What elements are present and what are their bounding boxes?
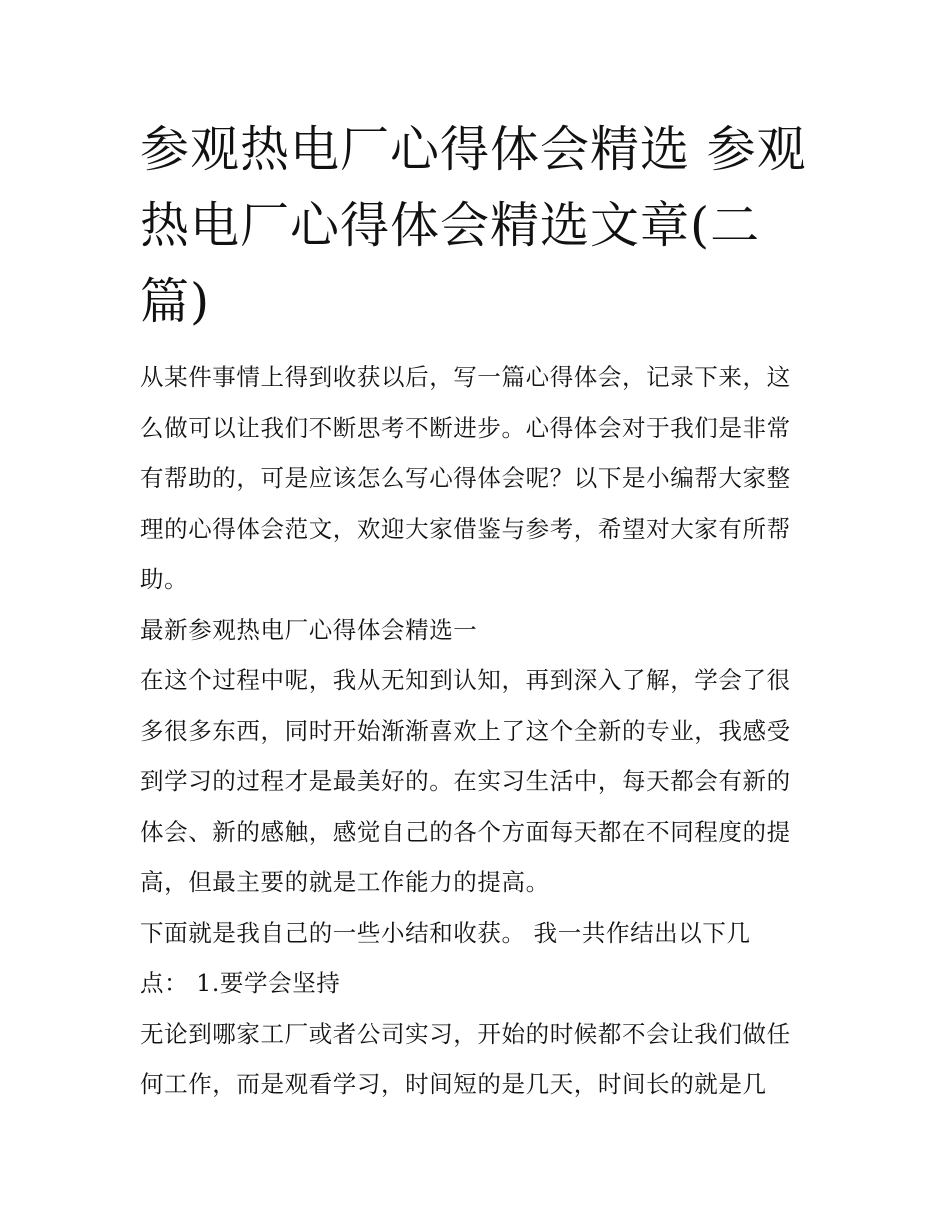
title-line: 参观热电厂心得体会精选 参观: [140, 121, 807, 178]
body-paragraph-1: [140, 655, 812, 908]
text-line: 体会、新的感触，感觉自己的各个方面每天都在不同程度的提: [140, 817, 791, 846]
body-paragraph-2: [140, 908, 812, 1009]
text-line: 么做可以让我们不断思考不断进步。心得体会对于我们是非常: [140, 413, 791, 442]
body-paragraph-3: [140, 1009, 812, 1110]
document-title: [140, 112, 812, 340]
title-line: 热电厂心得体会精选文章(二: [140, 197, 761, 254]
text-line: 从某件事情上得到收获以后，写一篇心得体会，记录下来，这: [140, 363, 791, 391]
text-line: 下面就是我自己的一些小结和收获。 我一共作结出以下几: [140, 918, 751, 947]
title-line: 篇): [140, 273, 211, 330]
text-line: 在这个过程中呢，我从无知到认知，再到深入了解，学会了很: [140, 666, 791, 694]
text-line: 无论到哪家工厂或者公司实习，开始的时候都不会让我们做任: [140, 1019, 791, 1048]
document-body: [140, 352, 812, 1110]
text-line: 多很多东西，同时开始渐渐喜欢上了这个全新的专业，我感受: [140, 716, 791, 745]
text-line: 高，但最主要的就是工作能力的提高。: [140, 868, 550, 896]
text-line: 理的心得体会范文，欢迎大家借鉴与参考，希望对大家有所帮: [140, 514, 791, 543]
text-line: 有帮助的，可是应该怎么写心得体会呢？以下是小编帮大家整: [140, 464, 791, 492]
text-line: 助。: [140, 565, 189, 593]
text-line: 点： 1.要学会坚持: [140, 969, 341, 997]
section-heading: [140, 605, 812, 656]
text-line: 何工作，而是观看学习，时间短的是几天，时间长的就是几: [140, 1070, 767, 1098]
intro-paragraph: [140, 352, 812, 605]
text-line: 最新参观热电厂心得体会精选一: [140, 615, 478, 644]
text-line: 到学习的过程才是最美好的。在实习生活中，每天都会有新的: [140, 767, 791, 795]
document-content: [140, 112, 812, 1110]
